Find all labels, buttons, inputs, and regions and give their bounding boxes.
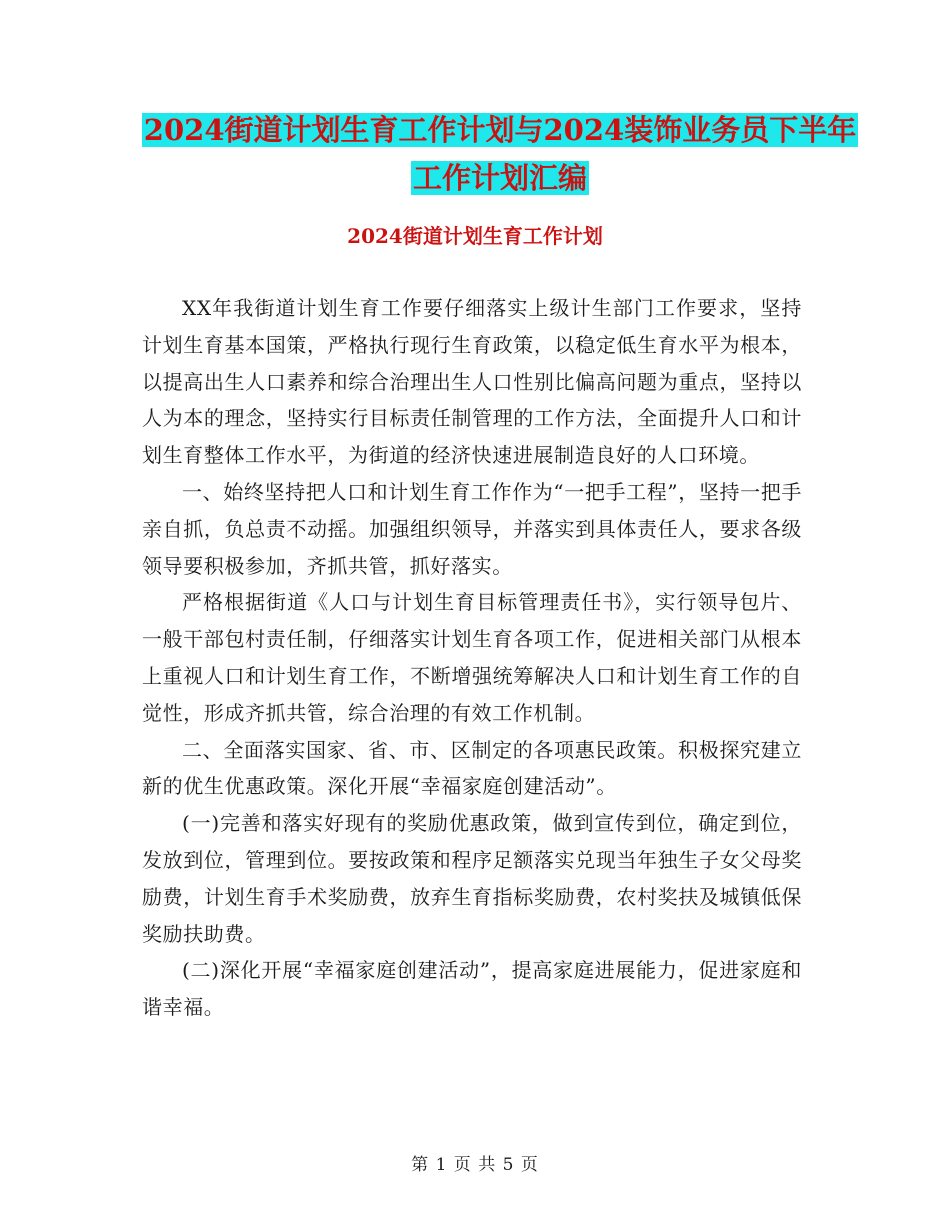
document-title [140,106,860,202]
page-footer: 第 1 页 共 5 页 [411,1155,539,1175]
section-title: 2024街道计划生育工作计划 [347,224,603,248]
document-body [142,290,802,1026]
title-line-2: 工作计划汇编 [412,161,587,195]
paragraph-item-1: 一、始终坚持把人口和计划生育工作作为“一把手工程”，坚持一把手亲自抓，负总责不动摇。加强组织领导，并落实到具体责任人，要求各级领导要积极参加，齐抓共管，抓好落实。 [142,479,802,578]
paragraph-item-2: 二、全面落实国家、省、市、区制定的各项惠民政策。积极探究建立新的优生优惠政策。深化开展“幸福家庭创建活动”。 [142,737,802,799]
paragraph-responsibility: 严格根据街道《人口与计划生育目标管理责任书》，实行领导包片、一般干部包村责任制，仔细落实计划生育各项工作，促进相关部门从根本上重视人口和计划生育工作，不断增强统筹解决人口和计划生育工作的自觉性，形成齐抓共管，综合治理的有效工作机制。 [142,590,802,725]
paragraph-sub-1: (一)完善和落实好现有的奖励优惠政策，做到宣传到位，确定到位，发放到位，管理到位。要按政策和程序足额落实兑现当年独生子女父母奖励费，计划生育手术奖励费，放弃生育指标奖励费，农村奖扶及城镇低保奖励扶助费。 [142,811,802,946]
title-line-1: 2024街道计划生育工作计划与2024装饰业务员下半年 [143,113,857,147]
paragraph-sub-2: (二)深化开展“幸福家庭创建活动”，提高家庭进展能力，促进家庭和谐幸福。 [142,958,802,1020]
paragraph-intro: XX年我街道计划生育工作要仔细落实上级计生部门工作要求，坚持计划生育基本国策，严格执行现行生育政策，以稳定低生育水平为根本，以提高出生人口素养和综合治理出生人口性别比偏高问题为重点，坚持以人为本的理念，坚持实行目标责任制管理的工作方法，全面提升人口和计划生育整体工作水平，为街道的经济快速进展制造良好的人口环境。 [142,296,802,468]
